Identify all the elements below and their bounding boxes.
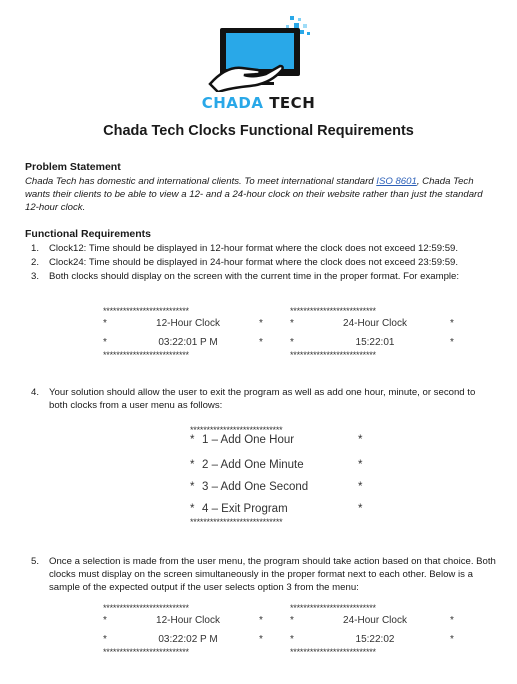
edge-star: * xyxy=(290,337,294,348)
user-menu-box xyxy=(190,426,370,530)
iso-link[interactable]: ISO 8601 xyxy=(376,176,417,187)
clock24-time: 15:22:01 xyxy=(355,337,395,348)
list-number: 5. xyxy=(30,556,39,567)
clock24-box xyxy=(290,307,460,359)
stars-top: ************************** xyxy=(290,306,376,316)
stars-bottom: ************************** xyxy=(103,647,189,657)
edge-star: * xyxy=(358,503,363,515)
clock12-box xyxy=(103,307,273,359)
menu-item-exit: 4 – Exit Program xyxy=(202,503,288,515)
list-text: Once a selection is made from the user menu, the program should take action based on that choice. Both clocks must display on the screen simultaneously in the proper format next to each other. Below is a sample of the expected output if the user selects option 3 from the menu: xyxy=(49,556,496,593)
clock24-label: 24-Hour Clock xyxy=(343,615,407,626)
stars-top: **************************** xyxy=(190,425,283,435)
list-item xyxy=(25,386,500,412)
edge-star: * xyxy=(103,615,107,626)
list-text: Both clocks should display on the screen with the current time in the proper format. For example: xyxy=(49,271,460,282)
list-text: Clock24: Time should be displayed in 24-hour format where the clock does not exceed 23:59:59. xyxy=(49,257,459,268)
clock24-label: 24-Hour Clock xyxy=(343,318,407,329)
edge-star: * xyxy=(259,337,263,348)
edge-star: * xyxy=(358,434,363,446)
stars-top: ************************** xyxy=(103,306,189,316)
page-title: Chada Tech Clocks Functional Requirements xyxy=(103,123,414,139)
edge-star: * xyxy=(190,434,195,446)
list-item xyxy=(25,242,500,255)
edge-star: * xyxy=(450,634,454,645)
edge-star: * xyxy=(190,459,195,471)
edge-star: * xyxy=(190,503,195,515)
problem-text xyxy=(25,175,495,215)
stars-bottom: ************************** xyxy=(290,350,376,360)
list-number: 1. xyxy=(30,243,39,254)
edge-star: * xyxy=(103,634,107,645)
list-number: 4. xyxy=(30,387,39,398)
edge-star: * xyxy=(290,615,294,626)
chada-tech-logo xyxy=(206,14,318,92)
stars-bottom: **************************** xyxy=(190,517,283,527)
list-text: Clock12: Time should be displayed in 12-hour format where the clock does not exceed 12:59:59. xyxy=(49,243,459,254)
clock12-time: 03:22:02 P M xyxy=(158,634,218,645)
problem-text-before: Chada Tech has domestic and international clients. To meet international standard xyxy=(25,176,377,187)
menu-item-add-hour: 1 – Add One Hour xyxy=(202,434,295,446)
problem-heading: Problem Statement xyxy=(25,161,121,173)
edge-star: * xyxy=(259,634,263,645)
edge-star: * xyxy=(450,318,454,329)
stars-top: ************************** xyxy=(103,603,189,613)
stars-top: ************************** xyxy=(290,603,376,613)
edge-star: * xyxy=(290,634,294,645)
list-text: Your solution should allow the user to exit the program as well as add one hour, minute, or second to both clocks from a user menu as follows: xyxy=(49,387,476,411)
problem-text-after: , Chada Tech wants their clients to be able to view a 12- and a 24-hour clock on their website rather than just the standard 12-hour clock. xyxy=(25,176,483,214)
edge-star: * xyxy=(103,337,107,348)
clock24-box-updated xyxy=(290,604,460,656)
menu-item-add-minute: 2 – Add One Minute xyxy=(202,459,304,471)
stars-bottom: ************************** xyxy=(290,647,376,657)
edge-star: * xyxy=(103,318,107,329)
edge-star: * xyxy=(190,481,195,493)
edge-star: * xyxy=(259,615,263,626)
list-number: 2. xyxy=(30,257,39,268)
clock12-time: 03:22:01 P M xyxy=(158,337,218,348)
brand-part1: CHADA xyxy=(201,94,264,112)
clock12-box-updated xyxy=(103,604,273,656)
edge-star: * xyxy=(358,459,363,471)
clock12-label: 12-Hour Clock xyxy=(156,318,220,329)
clock24-time: 15:22:02 xyxy=(355,634,395,645)
edge-star: * xyxy=(290,318,294,329)
stars-bottom: ************************** xyxy=(103,350,189,360)
brand-part2: TECH xyxy=(269,94,316,112)
list-item xyxy=(25,555,500,594)
list-number: 3. xyxy=(30,271,39,282)
clock12-label: 12-Hour Clock xyxy=(156,615,220,626)
menu-item-add-second: 3 – Add One Second xyxy=(202,481,309,493)
requirements-heading: Functional Requirements xyxy=(25,228,152,240)
brand-wordmark xyxy=(0,94,517,112)
edge-star: * xyxy=(450,337,454,348)
edge-star: * xyxy=(450,615,454,626)
edge-star: * xyxy=(259,318,263,329)
edge-star: * xyxy=(358,481,363,493)
list-item xyxy=(25,256,500,269)
list-item xyxy=(25,270,500,296)
